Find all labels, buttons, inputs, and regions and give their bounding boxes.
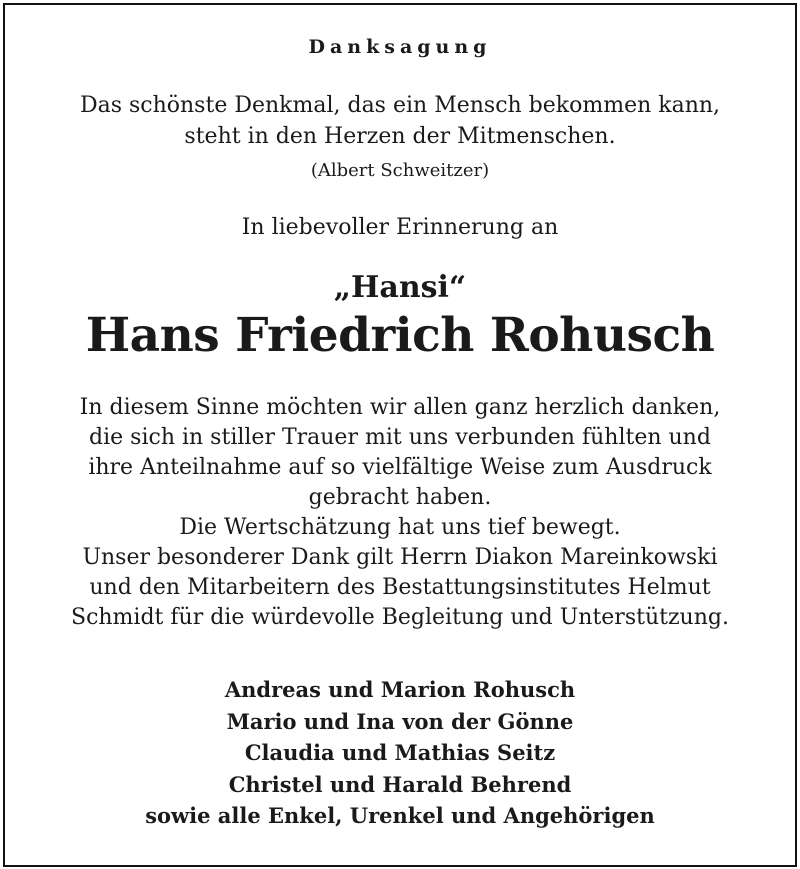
nickname: „Hansi“ [333, 270, 467, 305]
thanks-line: Schmidt für die würdevolle Begleitung und Unterstützung. [71, 605, 729, 630]
thanks-line: und den Mitarbeitern des Bestattungsinstitutes Helmut [89, 575, 711, 600]
signer-line: sowie alle Enkel, Urenkel und Angehörigen [145, 803, 655, 828]
quote [0, 90, 800, 152]
thanks-line: Die Wertschätzung hat uns tief bewegt. [179, 515, 621, 540]
quote-line: Das schönste Denkmal, das ein Mensch bekommen kann, [79, 93, 721, 118]
thanks-line: Unser besonderer Dank gilt Herrn Diakon Mareinkowski [82, 545, 718, 570]
signer-line: Andreas und Marion Rohusch [224, 677, 576, 702]
deceased-name: Hans Friedrich Rohusch [85, 308, 715, 363]
thanks-line: die sich in stiller Trauer mit uns verbunden fühlten und [89, 425, 711, 450]
thanks-line: ihre Anteilnahme auf so vielfältige Weise zum Ausdruck [88, 455, 712, 480]
thanks-line: In diesem Sinne möchten wir allen ganz herzlich danken, [79, 395, 721, 420]
thanks-text [20, 393, 780, 633]
signers [0, 674, 800, 832]
signer-line: Christel und Harald Behrend [228, 771, 572, 797]
heading: Danksagung [308, 36, 492, 58]
quote-source: (Albert Schweitzer) [310, 160, 490, 181]
thanks-line: gebracht haben. [308, 485, 492, 510]
signer-line: Mario und Ina von der Gönne [226, 708, 574, 734]
signer-line: Claudia und Mathias Seitz [244, 740, 556, 765]
memory-intro: In liebevoller Erinnerung an [241, 215, 559, 240]
quote-line: steht in den Herzen der Mitmenschen. [184, 124, 616, 149]
